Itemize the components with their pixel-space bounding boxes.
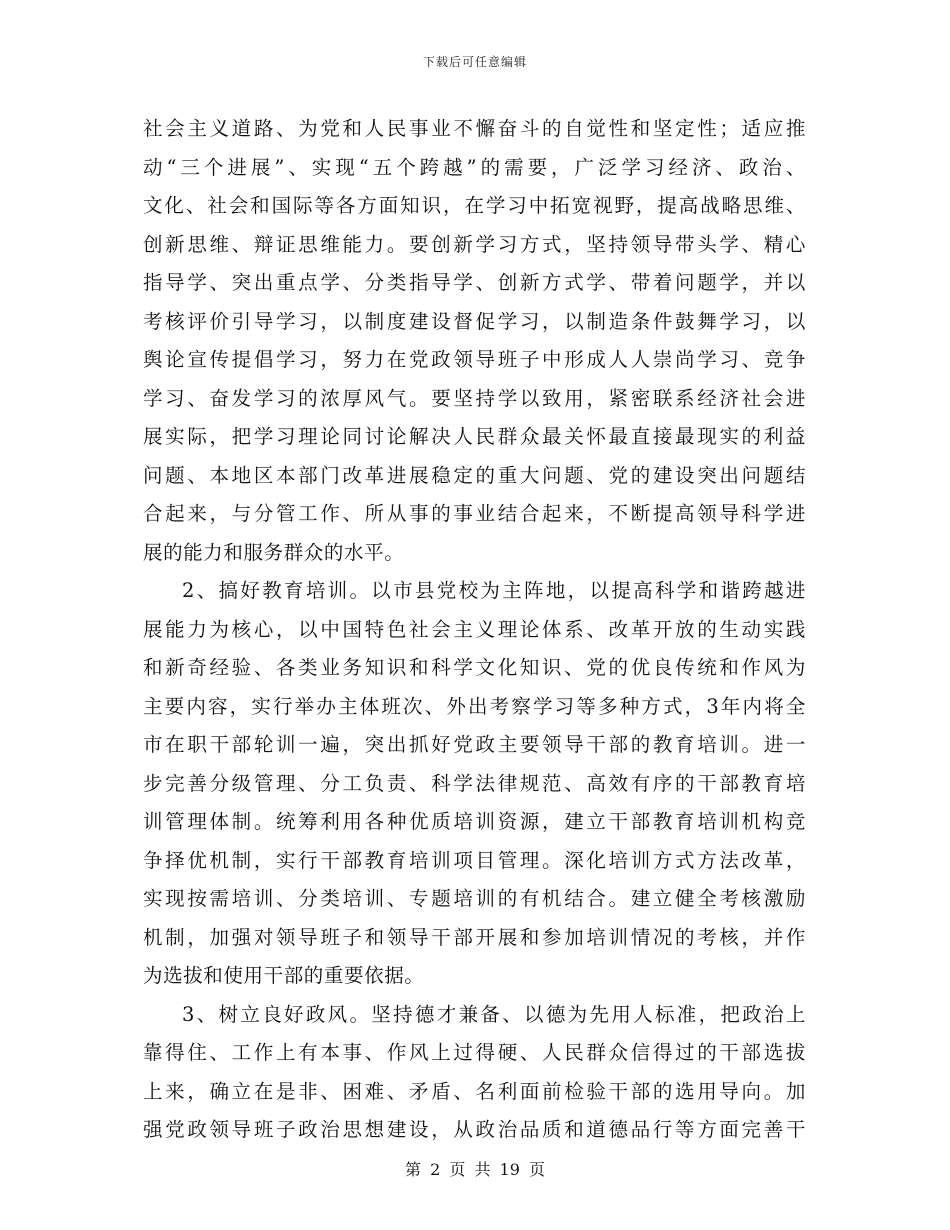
text-line: 文化、社会和国际等各方面知识，在学习中拓宽视野，提高战略思维、 [143, 194, 806, 217]
text-line: 社会主义道路、为党和人民事业不懈奋斗的自觉性和坚定性；适应推 [143, 117, 806, 140]
text-line: 争择优机制，实行干部教育培训项目管理。深化培训方式方法改革， [143, 848, 806, 872]
text-line: 创新思维、辩证思维能力。要创新学习方式，坚持领导带头学、精心 [143, 232, 806, 256]
text-line: 指导学、突出重点学、分类指导学、创新方式学、带着问题学，并以 [143, 271, 806, 294]
text-line: 展能力为核心，以中国特色社会主义理论体系、改革开放的生动实践 [143, 617, 806, 641]
text-line: 舆论宣传提倡学习，努力在党政领导班子中形成人人崇尚学习、竞争 [143, 348, 806, 371]
text-line: 合起来，与分管工作、所从事的事业结合起来，不断提高领导科学进 [143, 502, 806, 525]
text-line: 动“三个进展”、实现“五个跨越”的需要，广泛学习经济、政治、 [143, 155, 806, 179]
text-line: 市在职干部轮训一遍，突出抓好党政主要领导干部的教育培训。进一 [143, 733, 806, 756]
text-line: 展的能力和服务群众的水平。 [143, 540, 405, 564]
text-line: 和新奇经验、各类业务知识和科学文化知识、党的优良传统和作风为 [143, 656, 806, 679]
document-body [143, 110, 806, 1150]
text-line: 展实际，把学习理论同讨论解决人民群众最关怀最直接最现实的利益 [143, 425, 806, 448]
text-line: 3、树立良好政风。坚持德才兼备、以德为先用人标准，把政治上 [182, 1002, 806, 1026]
text-line: 考核评价引导学习，以制度建设督促学习，以制造条件鼓舞学习，以 [143, 309, 806, 333]
text-line: 学习、奋发学习的浓厚风气。要坚持学以致用，紧密联系经济社会进 [143, 386, 806, 410]
text-line: 步完善分级管理、分工负责、科学法律规范、高效有序的干部教育培 [143, 771, 806, 795]
page-footer: 第 2 页 共 19 页 [405, 1160, 545, 1179]
text-line: 强党政领导班子政治思想建设，从政治品质和道德品行等方面完善干 [143, 1118, 806, 1141]
text-line: 机制，加强对领导班子和领导干部开展和参加培训情况的考核，并作 [143, 925, 806, 949]
text-line: 主要内容，实行举办主体班次、外出考察学习等多种方式，3年内将全 [143, 694, 806, 718]
text-line: 训管理体制。统筹利用各种优质培训资源，建立干部教育培训机构竞 [143, 810, 806, 833]
text-line: 为选拔和使用干部的重要依据。 [143, 964, 425, 987]
text-line: 上来，确立在是非、困难、矛盾、名利面前检验干部的选用导向。加 [143, 1079, 806, 1103]
text-line: 2、搞好教育培训。以市县党校为主阵地，以提高科学和谐跨越进 [182, 579, 806, 602]
page-header: 下载后可任意编辑 [422, 55, 527, 69]
text-line: 问题、本地区本部门改革进展稳定的重大问题、党的建设突出问题结 [143, 463, 806, 487]
text-line: 实现按需培训、分类培训、专题培训的有机结合。建立健全考核激励 [143, 887, 806, 910]
text-line: 靠得住、工作上有本事、作风上过得硬、人民群众信得过的干部选拔 [143, 1041, 806, 1064]
